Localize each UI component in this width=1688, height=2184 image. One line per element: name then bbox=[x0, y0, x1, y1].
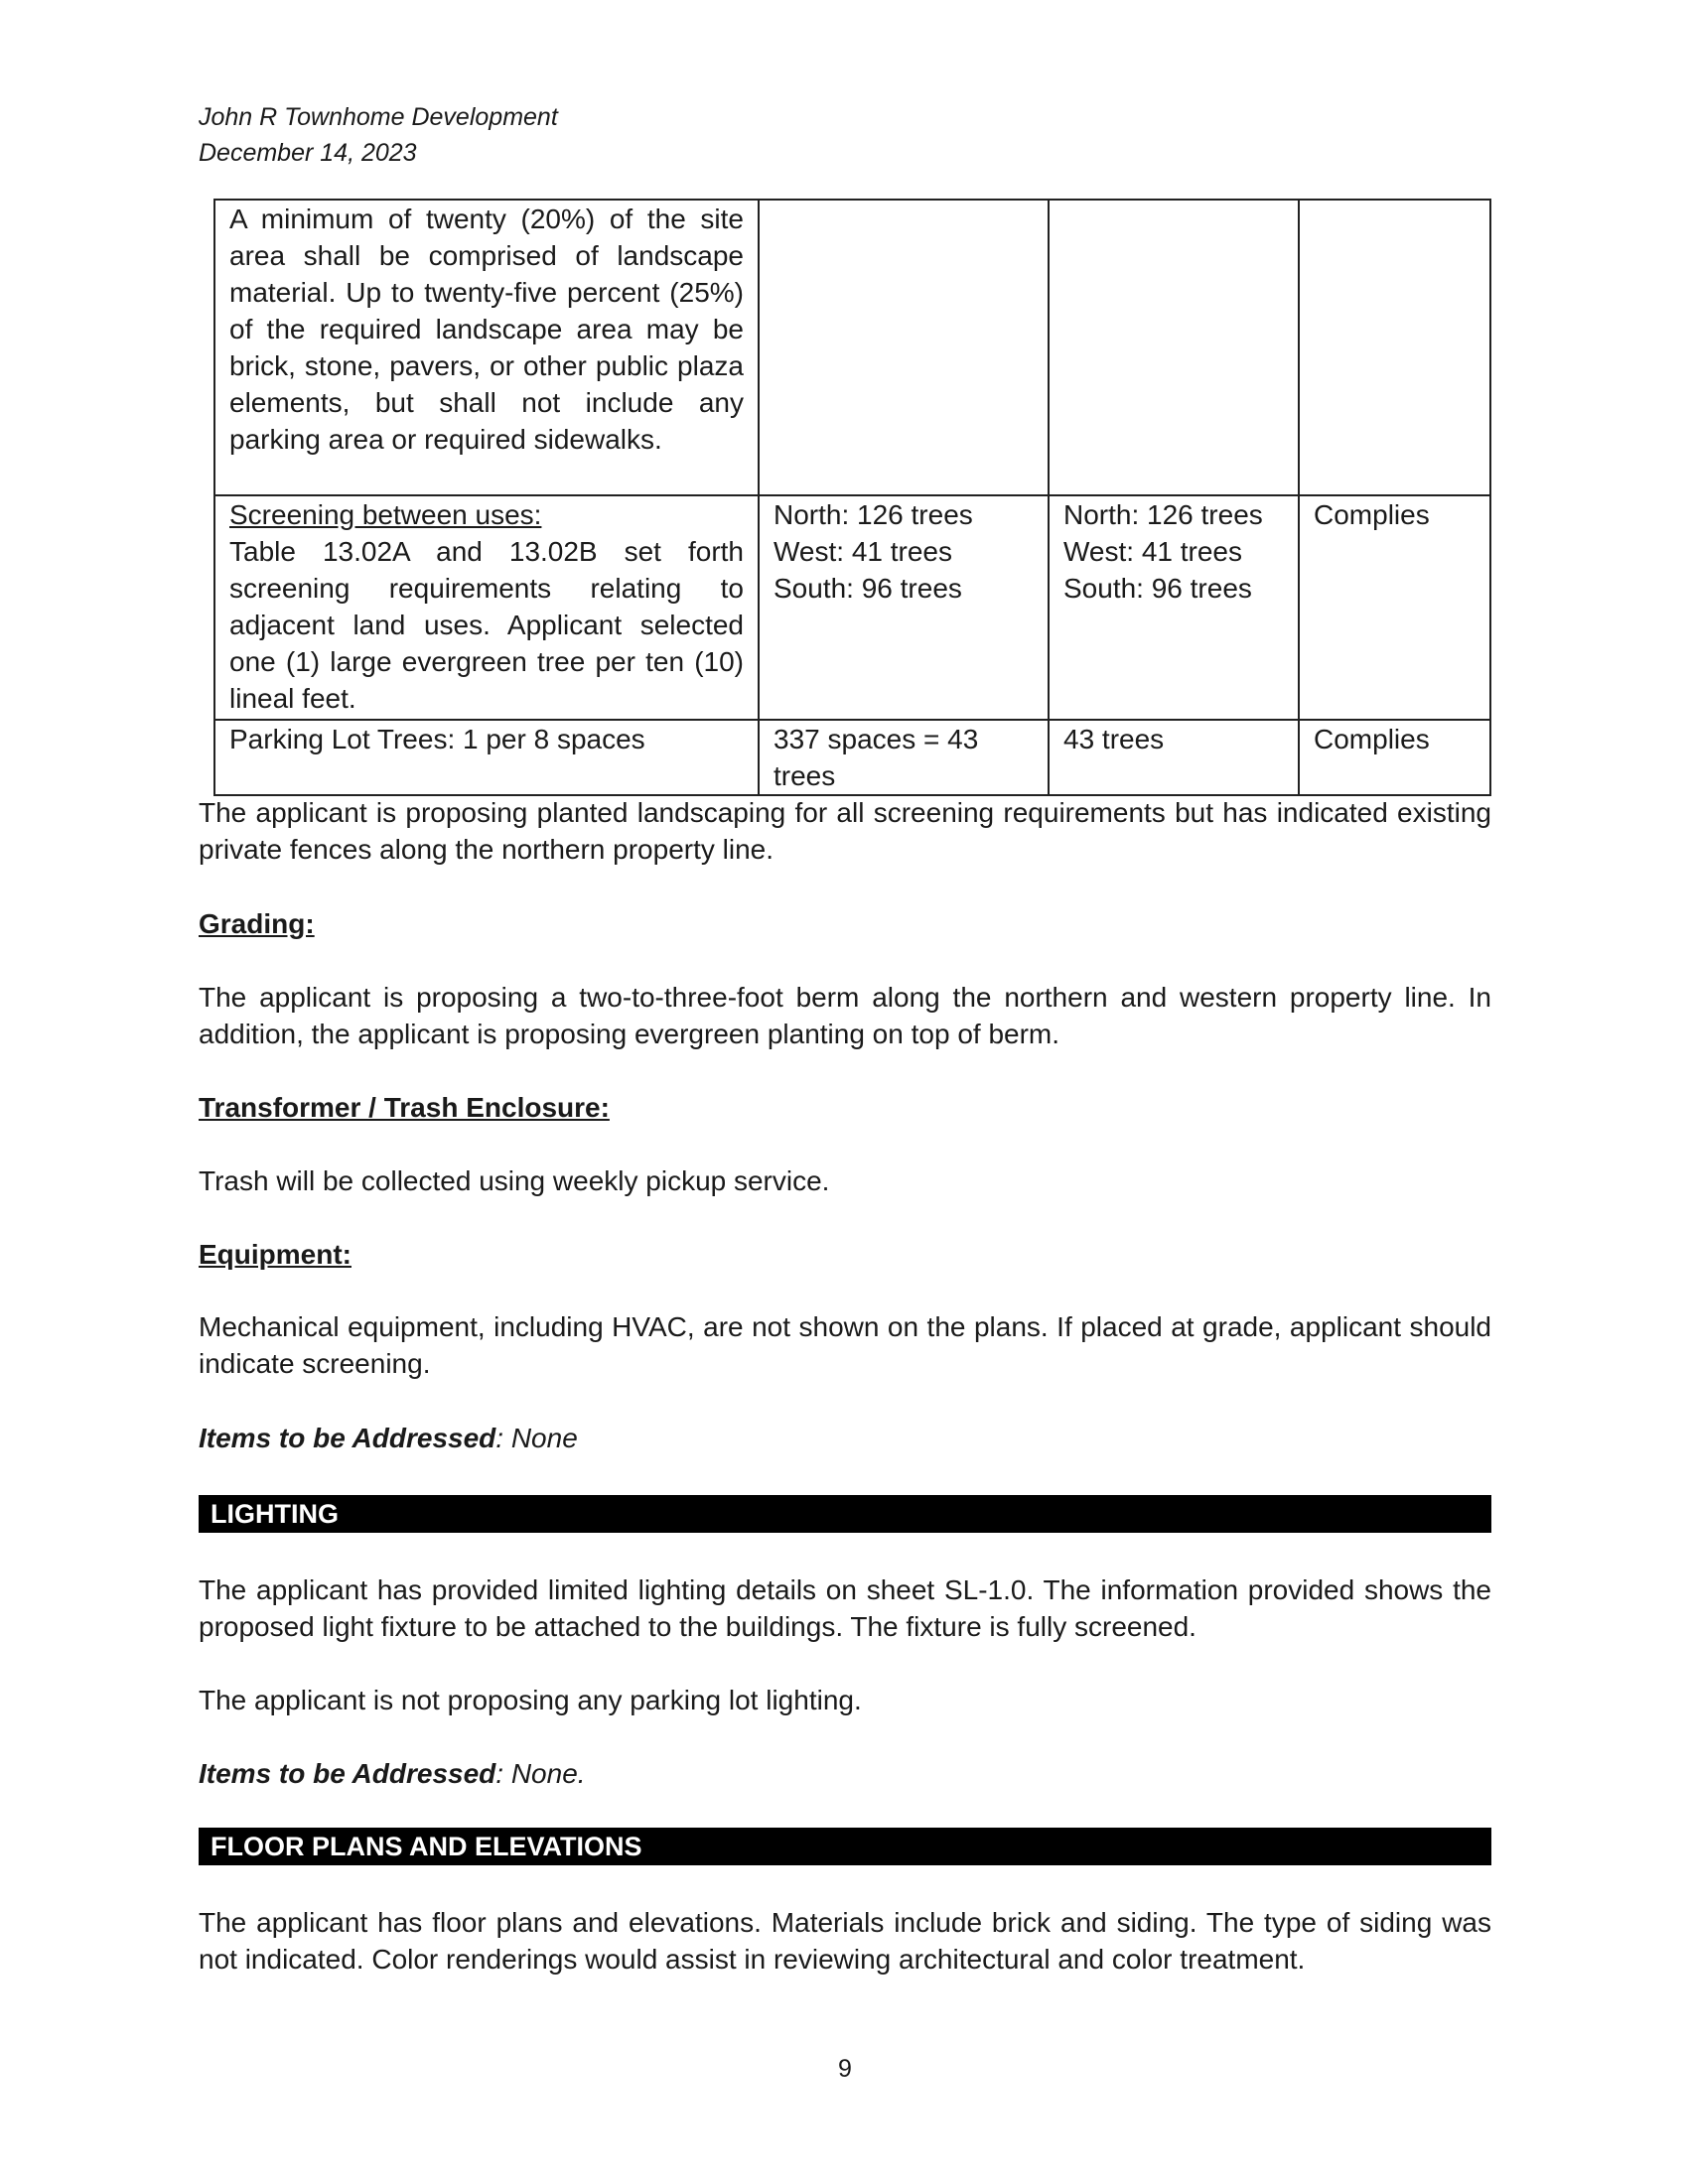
grading-heading: Grading: bbox=[199, 908, 315, 939]
landscape-review-table bbox=[213, 199, 1491, 796]
required-cell bbox=[759, 720, 1049, 795]
parking-lighting-paragraph: The applicant is not proposing any parking lot lighting. bbox=[199, 1685, 862, 1715]
provided-north: North: 126 trees bbox=[1063, 499, 1263, 530]
items-value: : None. bbox=[495, 1758, 586, 1789]
landscape-area-requirement: A minimum of twenty (20%) of the site area shall be comprised of landscape material. Up to twenty-five percent (25%) of the required landscape area may be brick, stone, pavers, or other public plaza elements, but shall not include any parking area or required sidewalks. bbox=[229, 204, 744, 455]
page-header bbox=[199, 99, 558, 171]
provided-south: South: 96 trees bbox=[1063, 573, 1252, 604]
trash-paragraph: Trash will be collected using weekly pickup service. bbox=[199, 1165, 830, 1196]
screening-paragraph: The applicant is proposing planted landscaping for all screening requirements but has indicated existing private fences along the northern property line. bbox=[199, 797, 1491, 865]
section-bar-lighting: LIGHTING bbox=[199, 1495, 1491, 1533]
parking-provided: 43 trees bbox=[1063, 724, 1165, 754]
items-label: Items to be Addressed bbox=[199, 1758, 496, 1789]
provided-cell bbox=[1049, 200, 1299, 495]
equipment-heading: Equipment: bbox=[199, 1239, 352, 1270]
parking-required: 337 spaces = 43 trees bbox=[774, 724, 979, 791]
screening-requirement: Table 13.02A and 13.02B set forth screening requirements relating to adjacent land uses. Applicant selected one (1) large evergreen tree per ten (10) lineal feet. bbox=[229, 536, 744, 714]
section-bar-floor-plans: FLOOR PLANS AND ELEVATIONS bbox=[199, 1828, 1491, 1865]
project-title: John R Townhome Development bbox=[199, 103, 558, 131]
items-value: : None bbox=[495, 1423, 578, 1453]
required-cell bbox=[759, 200, 1049, 495]
report-date: December 14, 2023 bbox=[199, 139, 417, 167]
status-cell bbox=[1299, 200, 1490, 495]
lighting-paragraph: The applicant has provided limited lighting details on sheet SL-1.0. The information provided shows the proposed light fixture to be attached to the buildings. The fixture is fully screened. bbox=[199, 1574, 1491, 1642]
status-complies: Complies bbox=[1314, 499, 1430, 530]
provided-west: West: 41 trees bbox=[1063, 536, 1243, 567]
screening-title: Screening between uses: bbox=[229, 499, 542, 530]
parking-lot-trees-requirement: Parking Lot Trees: 1 per 8 spaces bbox=[229, 724, 645, 754]
trash-enclosure-heading: Transformer / Trash Enclosure: bbox=[199, 1092, 610, 1123]
requirement-cell bbox=[214, 200, 759, 495]
table-row bbox=[214, 200, 1490, 495]
table-row bbox=[214, 720, 1490, 795]
provided-cell bbox=[1049, 495, 1299, 720]
page-number: 9 bbox=[838, 2055, 852, 2083]
required-north: North: 126 trees bbox=[774, 499, 973, 530]
status-cell bbox=[1299, 495, 1490, 720]
required-west: West: 41 trees bbox=[774, 536, 953, 567]
table-row bbox=[214, 495, 1490, 720]
items-to-be-addressed bbox=[199, 1755, 1491, 1792]
status-complies: Complies bbox=[1314, 724, 1430, 754]
items-to-be-addressed bbox=[199, 1420, 1491, 1456]
provided-cell bbox=[1049, 720, 1299, 795]
items-label: Items to be Addressed bbox=[199, 1423, 496, 1453]
required-south: South: 96 trees bbox=[774, 573, 962, 604]
grading-paragraph: The applicant is proposing a two-to-three-foot berm along the northern and western property line. In addition, the applicant is proposing evergreen planting on top of berm. bbox=[199, 982, 1491, 1049]
required-cell bbox=[759, 495, 1049, 720]
requirement-cell bbox=[214, 495, 759, 720]
floor-plans-paragraph: The applicant has floor plans and elevations. Materials include brick and siding. The type of siding was not indicated. Color renderings would assist in reviewing architectural and color treatment. bbox=[199, 1907, 1491, 1975]
status-cell bbox=[1299, 720, 1490, 795]
requirement-cell bbox=[214, 720, 759, 795]
equipment-paragraph: Mechanical equipment, including HVAC, are not shown on the plans. If placed at grade, applicant should indicate screening. bbox=[199, 1311, 1491, 1379]
